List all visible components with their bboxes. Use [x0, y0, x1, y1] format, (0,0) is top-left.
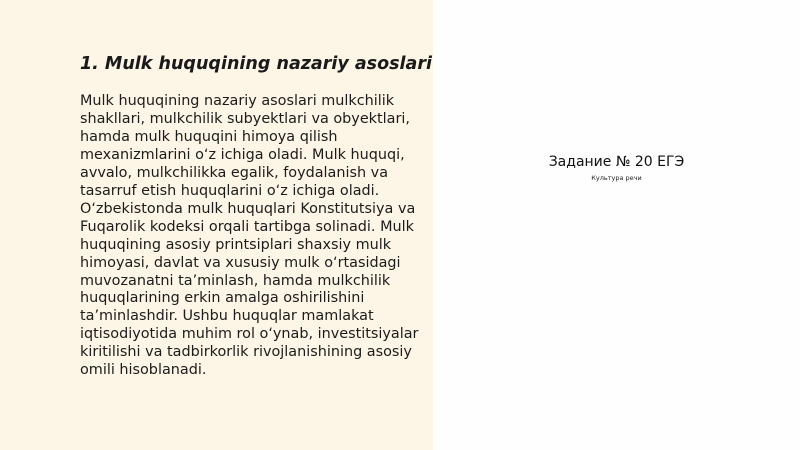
- body-paragraph: Mulk huquqining nazariy asoslari mulkchilik shakllari, mulkchilik subyektlari va obyektlari, hamda mulk huquqini himoya qilish mexanizmlarini o‘z ichiga oladi. Mulk huquqi, avvalo, mulkchilikka egalik, foydalanish va tasarruf etish huquqlarini o‘z ichiga oladi. O‘zbekistonda mulk huquqlari Konstitutsiya va Fuqarolik kodeksi orqali tartibga solinadi. Mulk huquqining asosiy printsiplari shaxsiy mulk himoyasi, davlat va xususiy mulk o‘rtasidagi muvozanatni ta’minlash, hamda mulkchilik huquqlarining erkin amalga oshirilishini ta’minlashdir. Ushbu huquqlar mamlakat iqtisodiyotida muhim rol o‘ynab, investitsiyalar kiritilishi va tadbirkorlik rivojlanishining asosiy omili hisoblanadi.: [80, 93, 419, 379]
- task-subtitle: Культура речи: [591, 174, 642, 182]
- right-title-panel: [433, 0, 800, 450]
- section-heading: 1. Mulk huquqining nazariy asoslari: [80, 54, 432, 74]
- task-title: Задание № 20 ЕГЭ: [548, 154, 685, 170]
